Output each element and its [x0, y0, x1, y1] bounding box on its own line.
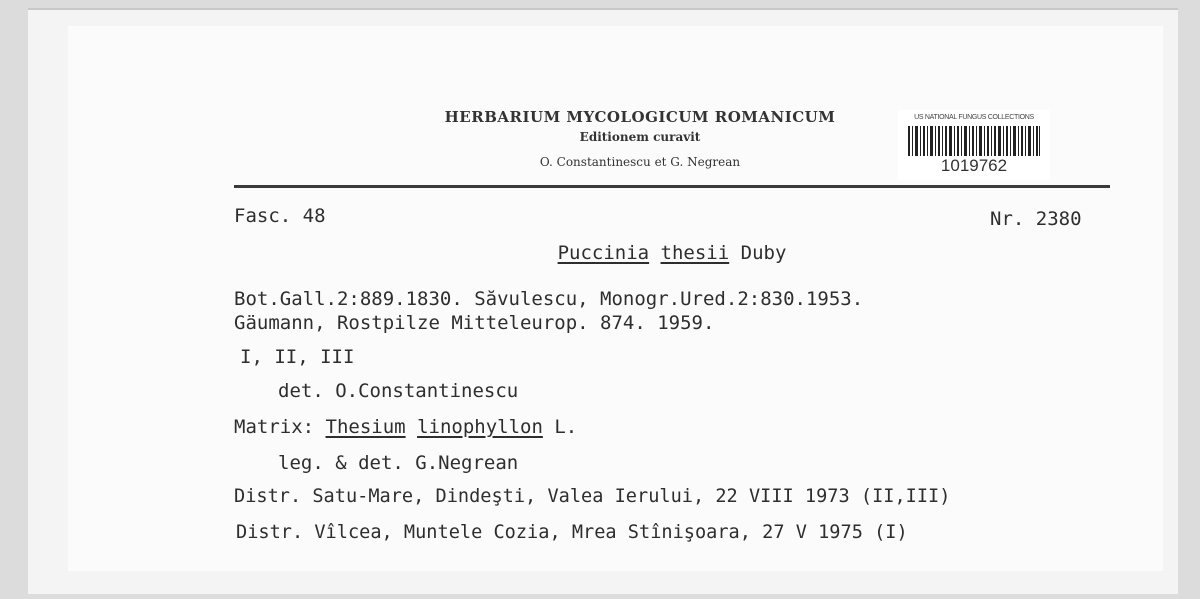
host-epithet: linophyllon: [417, 416, 543, 438]
species-epithet: thesii: [660, 242, 730, 264]
fascicle-number: Fasc. 48: [234, 205, 326, 227]
host-author: L.: [554, 416, 578, 438]
barcode-caption: US NATIONAL FUNGUS COLLECTIONS: [914, 114, 1034, 121]
locality-2: Distr. Vîlcea, Muntele Cozia, Mrea Stînişoara, 27 V 1975 (I): [236, 522, 908, 543]
editor-line: Editionem curavit: [579, 130, 701, 144]
matrix-line: [234, 416, 577, 438]
herbarium-title: HERBARIUM MYCOLOGICUM ROMANICUM: [444, 108, 836, 126]
barcode-icon: [908, 126, 1040, 156]
reference-line-2: Gäumann, Rostpilze Mitteleurop. 874. 1959.: [234, 312, 715, 334]
species-name: [234, 242, 1110, 264]
species-genus: Puccinia: [557, 242, 650, 264]
reference-line-1: Bot.Gall.2:889.1830. Săvulescu, Monogr.Ured.2:830.1953.: [234, 288, 864, 310]
matrix-label: Matrix:: [234, 416, 315, 438]
barcode-label: [898, 110, 1050, 180]
species-author: Duby: [740, 242, 787, 264]
spore-stages: I, II, III: [240, 346, 355, 368]
sheet-edge: [28, 8, 1178, 10]
editors-names: O. Constantinescu et G. Negrean: [539, 155, 741, 169]
determiner: det. O.Constantinescu: [278, 380, 519, 402]
host-genus: Thesium: [325, 416, 406, 438]
locality-1: Distr. Satu-Mare, Dindeşti, Valea Ierului, 22 VIII 1973 (II,III): [234, 486, 951, 507]
collector: leg. & det. G.Negrean: [278, 452, 519, 474]
barcode-number: 1019762: [940, 156, 1008, 175]
specimen-number: Nr. 2380: [990, 208, 1082, 230]
header-divider: [234, 185, 1110, 188]
